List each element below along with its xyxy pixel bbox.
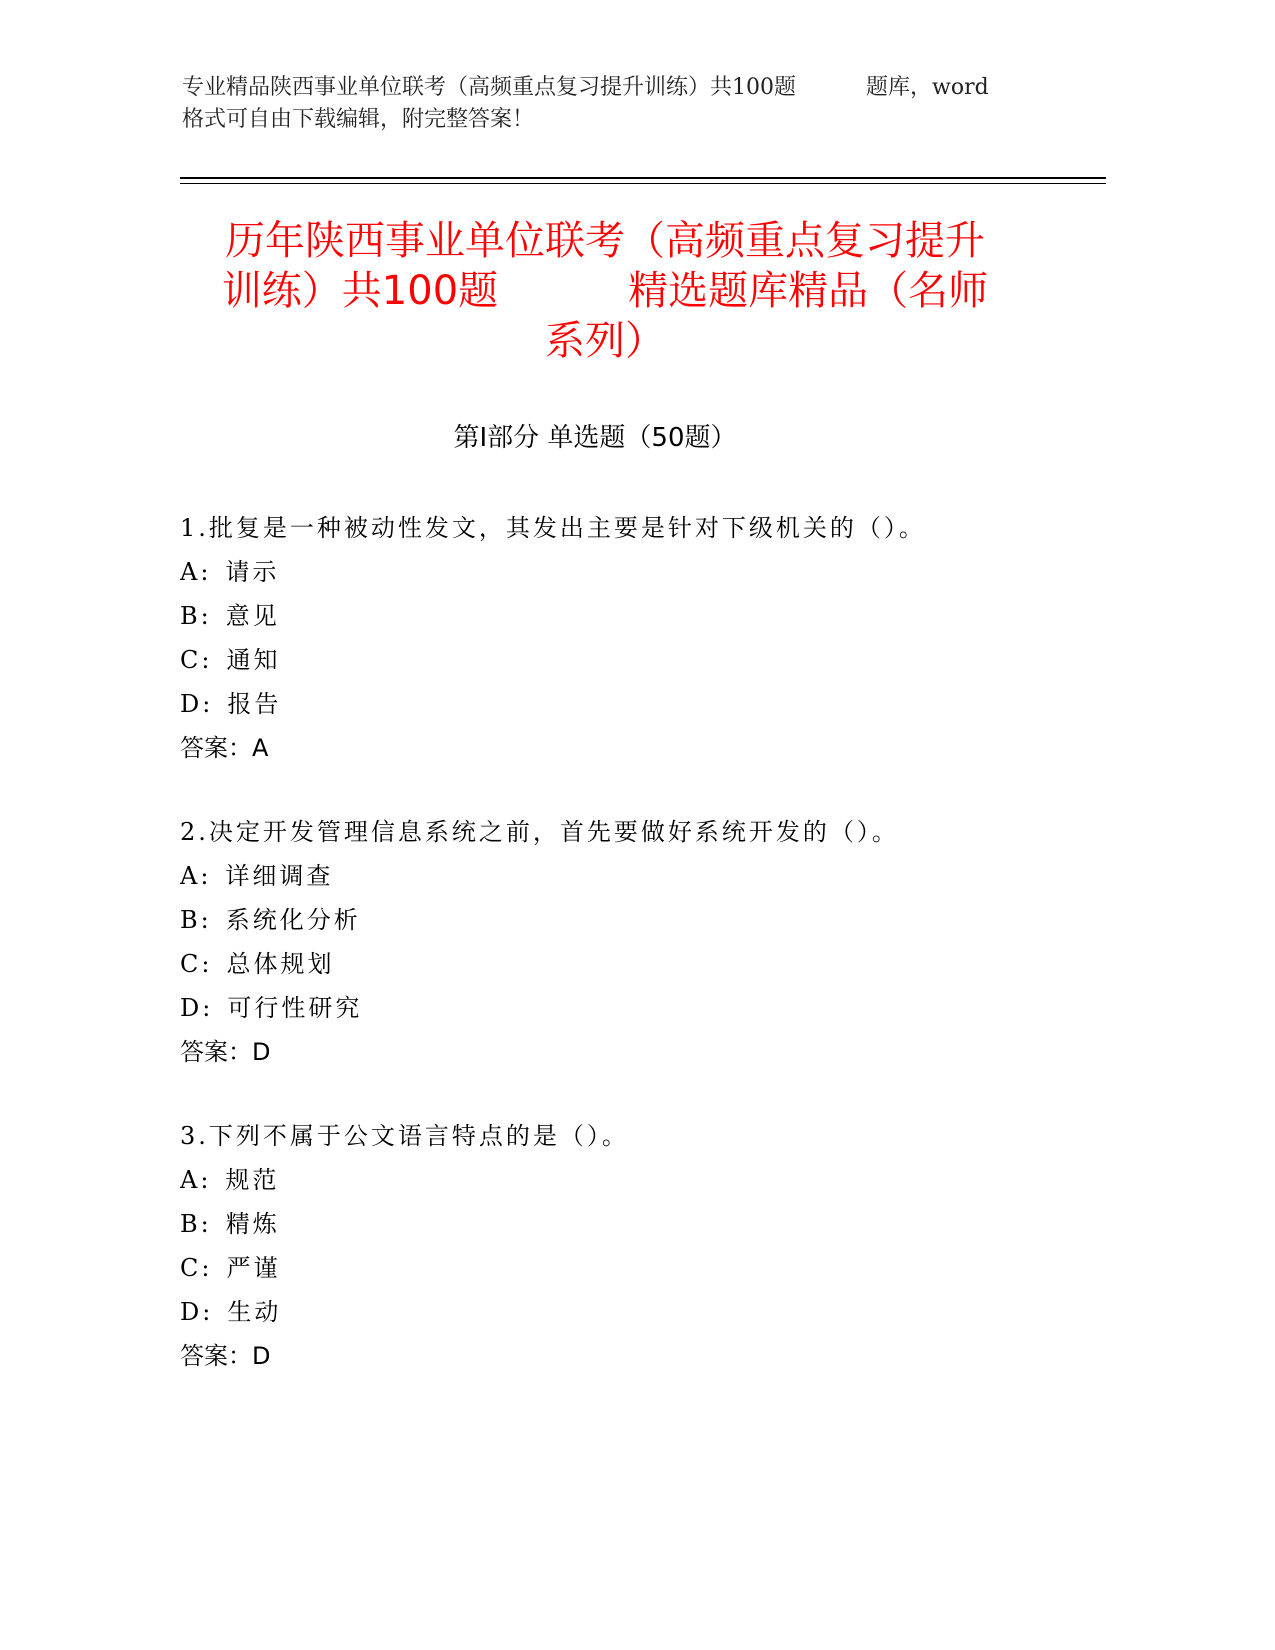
title-line-3: 系列）: [545, 318, 665, 364]
question-list: [180, 506, 1080, 1418]
answer: 答案：D: [180, 1342, 271, 1370]
header-line-2: 格式可自由下载编辑，附完整答案！: [182, 107, 535, 132]
question-2: [180, 810, 1080, 1074]
header-line-1: [182, 72, 1082, 104]
option-c: C: 通知: [180, 646, 281, 674]
question-stem: 3.下列不属于公文语言特点的是（）。: [180, 1122, 629, 1150]
title-line-2: [185, 266, 1025, 316]
title-line-2-left: 训练）共100题: [221, 268, 499, 314]
question-3: [180, 1114, 1080, 1378]
document-title: [185, 216, 1025, 366]
section-title: 第Ⅰ部分 单选题（50题）: [453, 423, 737, 453]
title-line-2-right: 精选题库精品（名师: [628, 268, 989, 314]
question-1: [180, 506, 1080, 770]
option-c: C: 严谨: [180, 1254, 281, 1282]
document-header: [182, 72, 1082, 136]
option-b: B: 精炼: [180, 1210, 280, 1238]
question-stem: 2.决定开发管理信息系统之前，首先要做好系统开发的（）。: [180, 818, 899, 846]
option-b: B: 系统化分析: [180, 906, 361, 934]
header-line-1-right: 题库，word: [866, 75, 989, 100]
option-a: A: 规范: [180, 1166, 280, 1194]
question-stem: 1.批复是一种被动性发文，其发出主要是针对下级机关的（）。: [180, 514, 926, 542]
header-line-1-left: 专业精品陕西事业单位联考（高频重点复习提升训练）共100题: [182, 75, 796, 100]
header-rule-thick: [180, 177, 1106, 179]
option-b: B: 意见: [180, 602, 280, 630]
option-d: D: 可行性研究: [180, 994, 363, 1022]
answer: 答案：A: [180, 734, 269, 762]
option-d: D: 报告: [180, 690, 282, 718]
option-c: C: 总体规划: [180, 950, 335, 978]
option-a: A: 详细调查: [180, 862, 334, 890]
option-a: A: 请示: [180, 558, 280, 586]
option-d: D: 生动: [180, 1298, 282, 1326]
title-line-1: 历年陕西事业单位联考（高频重点复习提升: [225, 218, 985, 264]
header-rule-thin: [180, 183, 1106, 184]
answer: 答案：D: [180, 1038, 271, 1066]
